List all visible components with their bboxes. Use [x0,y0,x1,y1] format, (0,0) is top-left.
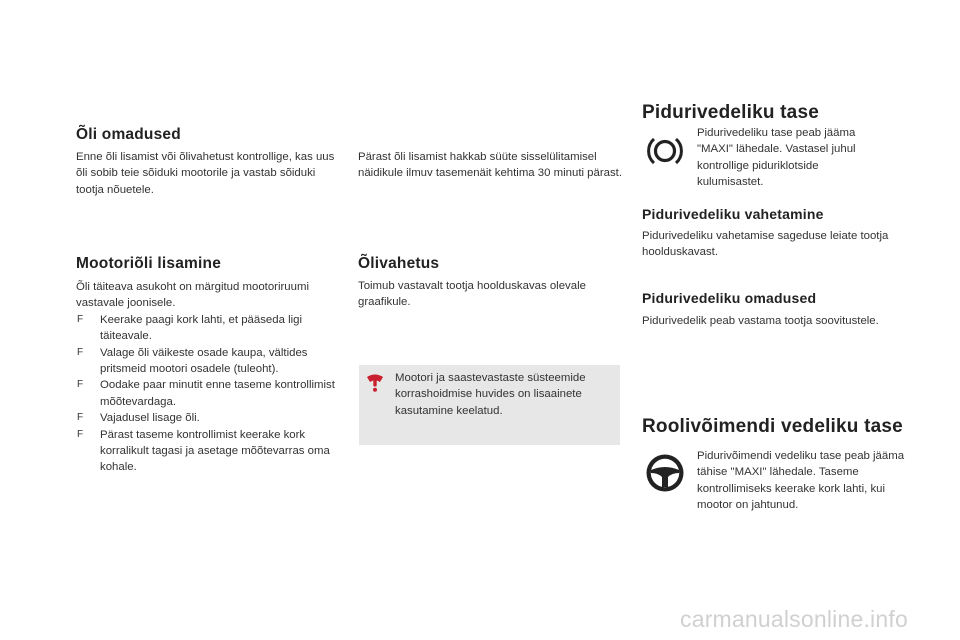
brake-warning-icon [644,133,686,174]
brake-fluid-level-title: Pidurivedeliku tase [642,102,819,123]
warning-text: Mootori ja saastevastaste süsteemide korrashoidmise huvides on lisaainete kasutamine keelatud. [395,372,586,417]
oil-after-adding-text: Pärast õli lisamist hakkab süüte sisselülitamisel näidikule ilmuv tasemenäit kehtima 30 minuti pärast. [358,151,623,180]
bullet-mark: F [77,412,84,424]
oil-adding-intro: Õli täiteava asukoht on märgitud mootoriruumi vastavale joonisele. [76,281,309,310]
list-item [76,312,338,345]
oil-adding-steps [76,312,338,476]
bullet-mark: F [77,313,84,325]
list-item [76,377,338,410]
oil-adding-title: Mootoriõli lisamine [76,255,222,272]
warning-box [359,365,620,445]
brake-fluid-props-text: Pidurivedelik peab vastama tootja soovitustele. [642,315,879,327]
step-text: Oodake paar minutit enne taseme kontrollimist mõõtevardaga. [100,379,335,408]
watermark: carmanualsonline.info [680,606,908,632]
steering-fluid-level-title: Roolivõimendi vedeliku tase [642,416,903,437]
brake-fluid-props-title: Pidurivedeliku omadused [642,290,817,306]
list-item [76,427,338,476]
oil-adding-section [76,279,338,476]
steering-wheel-icon [644,452,686,499]
step-text: Vajadusel lisage õli. [100,412,200,425]
oil-change-title: Õlivahetus [358,255,440,272]
step-text: Keerake paagi kork lahti, et pääseda ligi täiteavale. [100,313,302,343]
list-item [76,410,338,426]
brake-fluid-change-title: Pidurivedeliku vahetamine [642,206,824,222]
oil-properties-text: Enne õli lisamist või õlivahetust kontrollige, kas uus õli sobib teie sõiduki mootorile ja vastab sõiduki tootja nõuetele. [76,151,335,196]
list-item [76,345,338,378]
oil-properties-title: Õli omadused [76,126,181,143]
step-text: Valage õli väikeste osade kaupa, vältides pritsmeid mootori osadele (tuleoht). [100,346,308,376]
oil-change-text: Toimub vastavalt tootja hoolduskavas olevale graafikule. [358,280,586,309]
brake-fluid-level-text: Pidurivedeliku tase peab jääma "MAXI" lähedale. Vastasel juhul kontrollige piduriklotside kulumisastet. [697,127,856,189]
bullet-mark: F [77,346,84,358]
warning-exclamation-icon [365,373,385,398]
steering-fluid-level-text: Pidurivõimendi vedeliku tase peab jääma tähise "MAXI" lähedale. Taseme kontrollimiseks keerake kork lahti, kui mootor on jahtunud. [697,450,905,512]
brake-fluid-change-text: Pidurivedeliku vahetamise sageduse leiate tootja hoolduskavast. [642,230,889,259]
step-text: Pärast taseme kontrollimist keerake kork korralikult tagasi ja asetage mõõtevarras oma kohale. [100,428,330,474]
bullet-mark: F [77,428,84,440]
bullet-mark: F [77,379,84,391]
